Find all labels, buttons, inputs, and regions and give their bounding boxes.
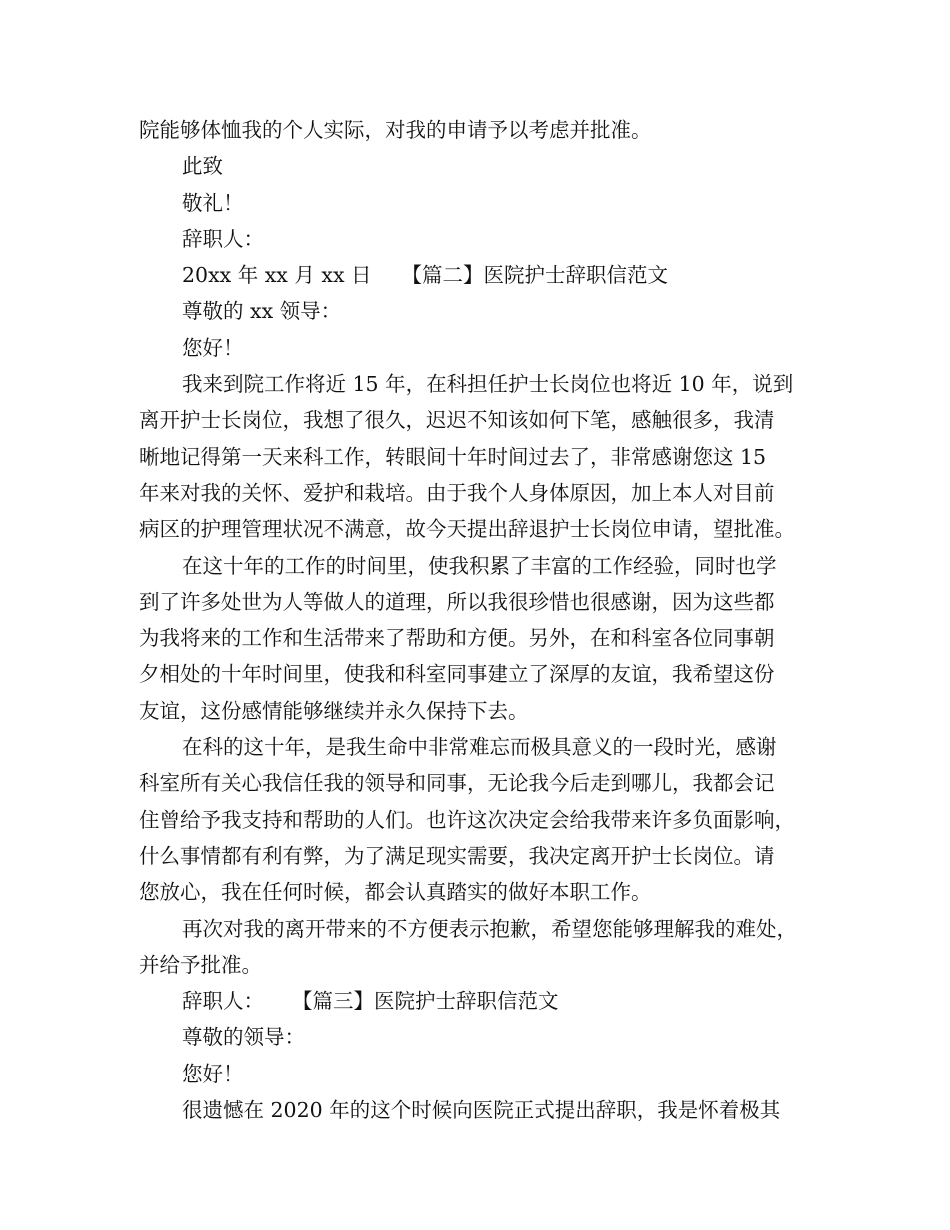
paragraph-line: 什么事情都有利有弊，为了满足现实需要，我决定离开护士长岗位。请 (139, 843, 775, 868)
signature-text: 辞职人： (182, 989, 264, 1014)
text-line: 院能够体恤我的个人实际，对我的申请予以考虑并批准。 (139, 118, 652, 142)
paragraph-line: 您放心，我在任何时候，都会认真踏实的做好本职工作。 (139, 880, 652, 905)
section-heading: 【篇二】医院护士辞职信范文 (401, 263, 669, 288)
paragraph-line: 很遗憾在 2020 年的这个时候向医院正式提出辞职，我是怀着极其 (182, 1098, 781, 1123)
paragraph-line: 夕相处的十年时间里，使我和科室同事建立了深厚的友谊，我希望这份 (139, 662, 775, 687)
paragraph-line: 并给予批准。 (139, 952, 262, 977)
paragraph-line: 晰地记得第一天来科工作，转眼间十年时间过去了，非常感谢您这 15 (139, 444, 767, 469)
paragraph-line: 在科的这十年，是我生命中非常难忘而极具意义的一段时光，感谢 (182, 735, 777, 760)
document-body (139, 112, 819, 1128)
paragraph-line: 年来对我的关怀、爱护和栽培。由于我个人身体原因，加上本人对目前 (139, 480, 775, 505)
signature-line: 辞职人： (182, 226, 264, 251)
date-text: 20xx 年 xx 月 xx 日 (182, 263, 372, 288)
greeting-line: 您好！ (182, 335, 244, 360)
paragraph-line: 为我将来的工作和生活带来了帮助和方便。另外，在和科室各位同事朝 (139, 626, 775, 651)
addressee-line: 尊敬的领导： (182, 1025, 305, 1050)
paragraph-line: 再次对我的离开带来的不方便表示抱歉，希望您能够理解我的难处， (182, 916, 797, 941)
paragraph-line: 友谊，这份感情能够继续并永久保持下去。 (139, 698, 529, 723)
paragraph-line: 我来到院工作将近 15 年，在科担任护士长岗位也将近 10 年，说到 (182, 372, 794, 397)
date-and-heading-line (139, 257, 819, 293)
greeting-line: 您好！ (182, 1061, 244, 1086)
paragraph-line: 病区的护理管理状况不满意，故今天提出辞退护士长岗位申请，望批准。 (139, 517, 795, 542)
paragraph-line: 住曾给予我支持和帮助的人们。也许这次决定会给我带来许多负面影响， (139, 807, 795, 832)
paragraph-line: 离开护士长岗位，我想了很久，迟迟不知该如何下笔，感触很多，我清 (139, 408, 775, 433)
closing-line: 此致 (182, 154, 223, 179)
signature-and-heading-line (139, 983, 819, 1019)
salutation-line: 敬礼！ (182, 190, 244, 215)
section-heading: 【篇三】医院护士辞职信范文 (292, 989, 559, 1014)
paragraph-line: 到了许多处世为人等做人的道理，所以我很珍惜也很感谢，因为这些都 (139, 589, 775, 614)
paragraph-line: 在这十年的工作的时间里，使我积累了丰富的工作经验，同时也学 (182, 553, 777, 578)
addressee-line: 尊敬的 xx 领导： (182, 299, 342, 324)
paragraph-line: 科室所有关心我信任我的领导和同事，无论我今后走到哪儿，我都会记 (139, 771, 775, 796)
